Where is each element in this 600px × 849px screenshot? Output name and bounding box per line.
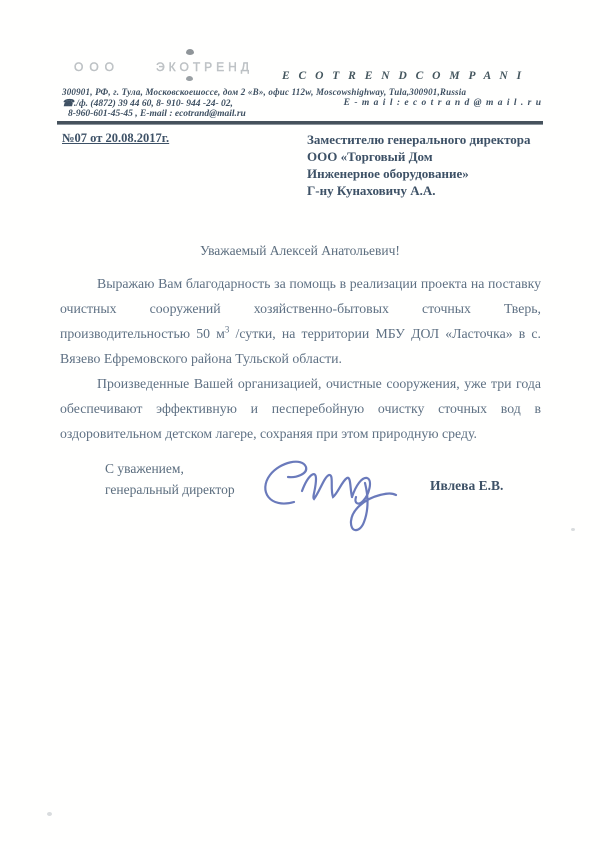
recipient-line: Г-ну Кунаховичу А.А. xyxy=(307,183,436,198)
signatory-name: Ивлева Е.В. xyxy=(430,478,504,493)
body-paragraph-2 xyxy=(60,371,541,446)
closing-line: генеральный директор xyxy=(105,482,235,497)
superscript-cubed: 3 xyxy=(224,324,230,335)
recipient-line: ООО «Торговый Дом xyxy=(307,149,433,164)
contact-row xyxy=(62,98,542,109)
company-name-english: E C O T R E N D C O M P A N I xyxy=(282,70,525,82)
closing-block xyxy=(105,458,235,500)
phone-line xyxy=(62,98,233,109)
handwritten-signature xyxy=(250,447,410,542)
letterhead-divider xyxy=(57,121,543,124)
closing-line: С уважением, xyxy=(105,461,184,476)
logo-ooo-text: ООО xyxy=(74,60,121,74)
phone-icon: ☎ xyxy=(62,99,74,109)
paragraph-text: Выражаю Вам благодарность за помощь в реализации проекта на поставку очистных сооружений хозяйственно-бытовых сточных Тверь, производительностью 50 м xyxy=(60,276,541,341)
recipient-line: Заместителю генерального директора xyxy=(307,132,531,147)
scan-speck xyxy=(47,812,52,816)
paragraph-text: /сутки, на территории МБУ ДОЛ «Ласточка» в с. Вязево Ефремовского района Тульской области. xyxy=(60,326,541,366)
paragraph-text: Произведенные Вашей организацией, очистные сооружения, уже три года обеспечивают эффективную и песперебойную очистку сточных вод в оздоровительном детском лагере, сохраняя при этом природную среду. xyxy=(60,376,541,441)
company-address: 300901, РФ, г. Тула, Московскоешоссе, дом 2 «В», офис 112w, Moscowshighway, Tula,300901,Russia xyxy=(62,87,467,97)
phone-numbers: ./ф. (4872) 39 44 60, 8- 910- 944 -24- 02, xyxy=(73,99,233,109)
leaf-icon xyxy=(186,76,193,81)
email-address: E - m a i l : e c o t r a n d @ m a i l . r u xyxy=(343,98,542,108)
body-paragraph-1 xyxy=(60,271,541,371)
leaf-icon xyxy=(186,49,194,55)
reference-number: №07 от 20.08.2017г. xyxy=(62,131,170,145)
salutation: Уважаемый Алексей Анатольевич! xyxy=(200,243,400,258)
recipient-block xyxy=(307,131,577,199)
scan-speck xyxy=(571,528,575,531)
logo-name-text: ЭКОТРЕНД xyxy=(156,60,253,74)
phone-line-2: 8-960-601-45-45 , E-mail : ecotrand@mail.ru xyxy=(68,109,246,119)
recipient-line: Инженерное оборудование» xyxy=(307,166,469,181)
company-logo xyxy=(74,54,294,80)
